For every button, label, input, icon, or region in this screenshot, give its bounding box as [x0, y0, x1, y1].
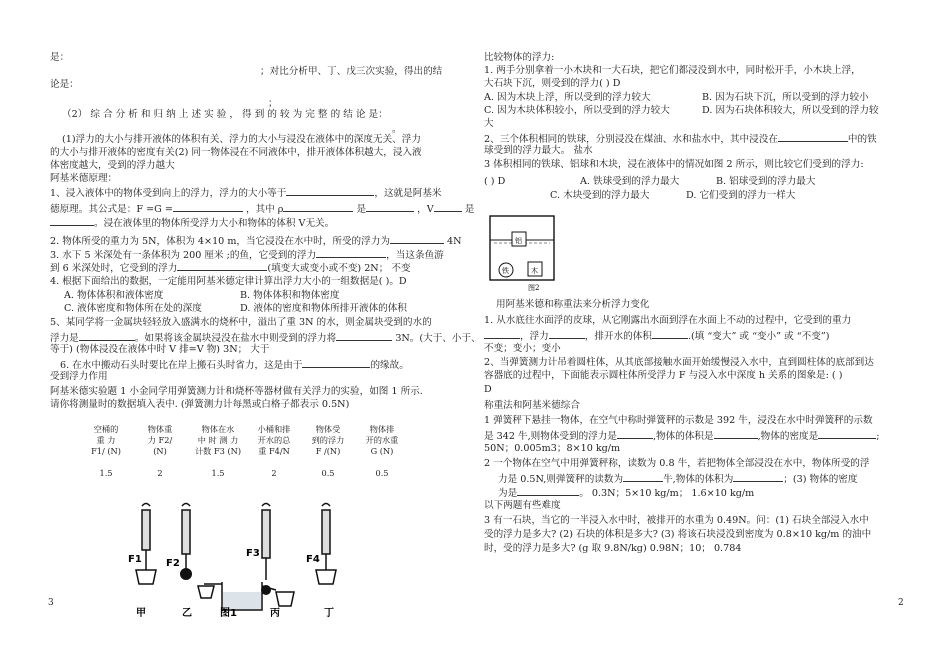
question-3-cont: 到 6 米深处时，它受到的浮力 (填变大或变小或不变) 2N； 不变 — [50, 263, 411, 274]
label-f4: F4 — [306, 554, 320, 565]
question-6-answer: 受到浮力作用 — [50, 371, 108, 382]
question-3: 3 有一石块，当它的一半浸入水中时，被排开的水重为 0.49N。问：(1) 石块全部浸入水中 — [484, 515, 869, 526]
question-4: 4. 根据下面给出的数据，一定能用阿基米德定律计算出浮力大小的一组数据是( )。D — [50, 276, 407, 287]
experiment-note: 请你将测量时的数据填入表中. (弹簧测力计每黑或白格子都表示 0.5N) — [50, 399, 350, 410]
label-f3: F3 — [246, 548, 260, 559]
question-1-cont: 大石块下沉，则受到的浮力( ) D — [484, 78, 621, 89]
label-f2: F2 — [166, 558, 180, 569]
formula-line-2: 。浸在液体里的物体所受浮力大小和物体的体积 V无关。 — [50, 216, 334, 230]
table-cell: 1.5 — [99, 468, 113, 478]
option-b: B. 铝球受到的浮力最大 — [716, 176, 816, 187]
option-b: B. 因为石块下沉，所以受到的浮力较小 — [702, 92, 869, 103]
label-ding: 丁 — [324, 608, 334, 619]
label-fig1: 图1 — [220, 608, 237, 619]
label-yi: 乙 — [182, 608, 192, 619]
table-header: 物体受 到的浮力 F /(N) — [311, 424, 345, 456]
answer-line: 体密度越大，受到的浮力越大 — [50, 160, 175, 171]
figure-2 — [488, 212, 558, 292]
table-cell: 0.5 — [375, 468, 389, 478]
answer-line: 的大小与排开液体的密度有关(2) 同一物体浸在不同液体中，排开液体体积越大，浸入液 — [50, 147, 422, 158]
option-d: D. 因为石块体积较大，所以受到的浮力较 — [702, 105, 879, 116]
question-2: 2、当弹簧测力计吊着圆柱体，从其底部接触水面开始缓慢浸入水中，直到圆柱体的底部到达 — [484, 357, 874, 368]
object-ball-submerged — [261, 585, 271, 595]
option-a: A. 因为木块上浮，所以受到的浮力较大 — [484, 92, 651, 103]
table-cell: 0.5 — [321, 468, 335, 478]
experiment-title: 阿基米德实验题 1 小金同学用弹簧测力计和烧杯等器材做有关浮力的实验，如图 1 所示. — [50, 386, 423, 397]
formula-line: 德原理。其公式是：F =G = ，其中 ρ 是 ，V 是 — [50, 204, 475, 215]
label-fe: 铁 — [502, 267, 509, 275]
question-3-cont: 受的浮力是多大? (2) 石块的体积是多大? (3) 将该石块浸没到密度为 0.8×10 kg/m 的油中 — [484, 529, 872, 540]
object-ball — [180, 568, 192, 580]
question-2-answer: 为是 。 0.3N；5×10 kg/m； 1.6×10 kg/m — [498, 488, 755, 499]
question-3: 3. 水下 5 米深处有一条体积为 200 厘米 ;的鱼，它受到的浮力 ，当这条鱼游 — [50, 250, 444, 261]
text-line: （2） 综 合 分 析 和 归 纳 上 述 实 验 ， 得 到 的 较 为 完 整 的 结 论 是： — [62, 109, 388, 120]
answer-line: (1)浮力的大小与排开液体的体积有关、浮力的大小与浸没在液体中的深度无关、浮力 — [62, 134, 421, 145]
table-header: 物体重 力 F2/ (N) — [147, 424, 173, 456]
question-1-answer: 50N；0.005m3；8×10 kg/m — [484, 443, 621, 454]
question-2-cont: 力是 0.5N,则弹簧秤的读数为 牛,物体的体积为 ；(3) 物体的密度 — [498, 474, 858, 485]
question-2: 2 一个物体在空气中用弹簧秤称，读数为 0.8 牛，若把物体全部浸没在水中，物体所受的浮 — [484, 458, 870, 469]
option-b: B. 物体体积和物体密度 — [240, 290, 340, 301]
option-c: C. 液体密度和物体所在处的深度 — [64, 303, 202, 314]
option-d-cont: 大 — [484, 118, 494, 129]
question-1: 1. 两手分别拿着一小木块和一大石块，把它们都浸没到水中，同时松开手，小木块上浮， — [484, 65, 861, 76]
question-2-cont: 容器底的过程中，下面能表示圆柱体所受浮力 F 与浸入水中深度 h 关系的图象是: ( ) — [484, 370, 843, 381]
label-bing: 丙 — [270, 608, 280, 619]
section-title: 比较物体的浮力: — [484, 52, 555, 63]
table-cell: 2 — [271, 468, 277, 478]
question-1-cont: 是 342 牛,则物体受到的浮力是 ,物体的体积是 ,物体的密度是 ; — [484, 431, 880, 442]
text-line: 是： — [50, 52, 70, 63]
page-number: 3 — [48, 598, 54, 608]
section-title: 以下两题有些难度 — [484, 500, 561, 511]
figure-1 — [92, 500, 392, 620]
question-2-answer: 球受到的浮力最大。 盐水 — [484, 145, 593, 156]
question-6: 6. 在水中搬动石头时要比在岸上搬石头时省力，这是由于 的缘故。 — [60, 360, 409, 371]
table-header: 物体在水 中 时 测 力 计数 F3 (N) — [194, 424, 242, 456]
option-a: A. 物体体积和液体密度 — [64, 290, 164, 301]
question-3-answer: 时，受的浮力是多大? (g 取 9.8N/kg) 0.98N；10； 0.784 — [484, 543, 742, 554]
table-cell: 2 — [157, 468, 163, 478]
table-header: 物体排 开的水重 G (N) — [365, 424, 399, 456]
option-c: C. 木块受到的浮力最大 — [550, 190, 650, 201]
question-1: 1 弹簧秤下悬挂一物体，在空气中称时弹簧秤的示数是 392 牛，浸没在水中时弹簧秤的示数 — [484, 415, 873, 426]
label-f1: F1 — [128, 554, 142, 565]
question-5-cont: 浮力是 。如果将该金属块浸没在盐水中则受到的浮力将 3N。(大于、小于、 — [50, 333, 481, 344]
label-al: 铝 — [515, 237, 522, 245]
text-line: 论是： — [50, 79, 79, 90]
section-title: 阿基米德原理： — [50, 173, 118, 184]
text-line: ； — [268, 98, 278, 109]
option-c: C. 因为木块体积较小，所以受到的浮力较大 — [484, 105, 670, 116]
text-line: 。 — [392, 124, 402, 135]
question-5: 5、某同学将一金属块轻轻放入盛满水的烧杯中，溢出了重 3N 的水，则金属块受到的水的 — [50, 317, 432, 328]
option-d: D. 它们受到的浮力一样大 — [686, 190, 796, 201]
text-line: ；对比分析甲、丁、戊三次实验，得出的结 — [260, 66, 443, 77]
label-fig2: 图2 — [528, 284, 540, 292]
question-1-cont: ，浮力 ，排开水的体积 .(填 “变大” 或 “变小” 或 “不变”) — [484, 329, 830, 343]
question-5-answer: 等于) (物体浸没在液体中时 V 排=V 物) 3N； 大于 — [50, 344, 270, 355]
table-cell: 1.5 — [211, 468, 225, 478]
question-3: 3 体积相同的铁球、铝球和木块，浸在液体中的情况如图 2 所示，则比较它们受到的浮力: — [484, 159, 864, 170]
question-2-answer: D — [484, 384, 492, 395]
section-title: 称重法和阿基米德综合 — [484, 400, 580, 411]
question-1-answer: 不变；变小；变小 — [484, 343, 561, 354]
option-d: D. 液体的密度和物体所排开液体的体积 — [240, 303, 407, 314]
question-2: 2、三个体积相同的铁球，分别浸没在煤油、水和盐水中，其中浸没在 中的铁 — [484, 134, 877, 145]
table-header: 空桶的 重 力 F1/ (N) — [91, 424, 121, 456]
table-header: 小桶和排 开水的总 重 F4/N — [257, 424, 291, 456]
question-3-answer: ( ) D — [484, 176, 506, 187]
question-2: 2. 物体所受的重力为 5N，体积为 4×10 m，当它浸没在水中时，所受的浮力为 4N — [50, 236, 462, 247]
page-number: 2 — [898, 598, 904, 608]
option-a: A. 铁球受到的浮力最大 — [580, 176, 680, 187]
label-wood: 木 — [531, 267, 538, 275]
question-1: 1. 从水底往水面浮的皮球，从它刚露出水面到浮在水面上不动的过程中，它受到的重力 — [484, 315, 852, 326]
label-jia: 甲 — [136, 608, 146, 619]
section-title: 用阿基米德和称重法来分析浮力变化 — [496, 299, 650, 310]
question-1: 1、浸入液体中的物体受到向上的浮力，浮力的大小等于 ，这就是阿基米 — [50, 188, 442, 199]
spring-scale-diagram — [92, 500, 392, 620]
